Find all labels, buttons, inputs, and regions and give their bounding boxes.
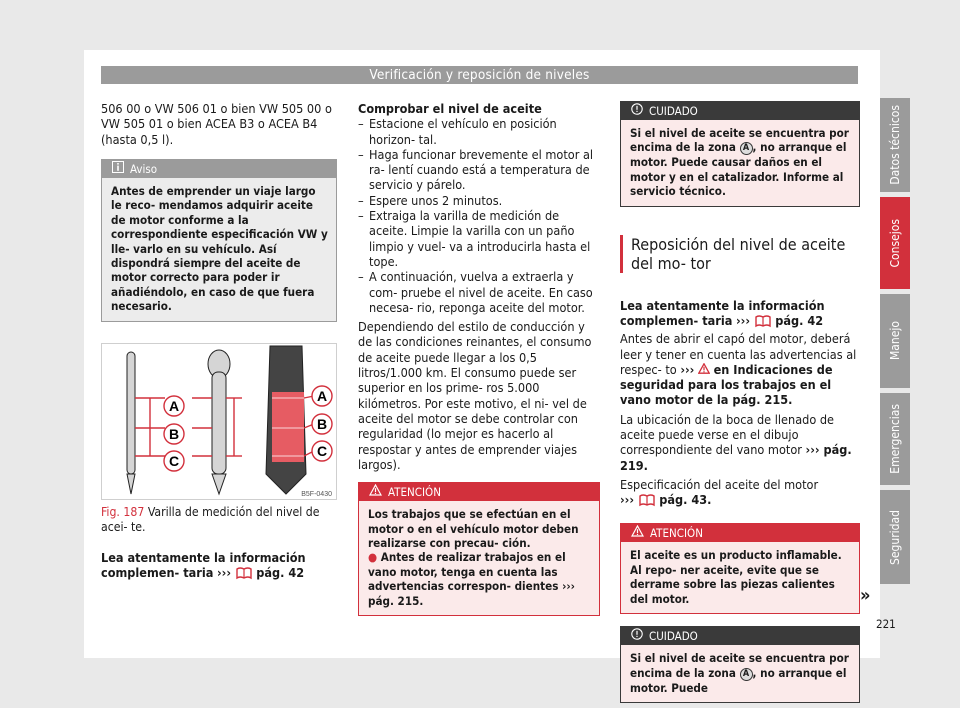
col2-paragraph: Dependiendo del estilo de conducción y de las condiciones reinantes, el consumo de aceite puede llegar a los 0,5 litros/1.000 km. El consumo puede ser superior en los prime- ros 5.000 kilómetros. Por este motivo, el ni- vel de aceite del motor se debe controlar con regularidad (lo mejor es hacerlo al respostar y antes de emprender viajes largos). [358,319,592,472]
step-item: – Estacione el vehículo en posición horizon- tal. [358,116,557,147]
caution-icon [631,627,643,645]
figure-label-left-a: A [168,398,180,414]
aviso-body: Antes de emprender un viaje largo le reco- mendamos adquirir aceite de motor conforme a la correspondiente especificación VW y lle- varlo en su vehículo. Así dispondrá siempre del aceite de motor correcto para poder ir añadiéndolo, en caso de que fuera necesario. [102,178,336,321]
cuidado-body: Si el nivel de aceite se encuentra por encima de la zona A , no arranque el motor. Puede causar daños en el motor y en el catalizador. Informe al servicio técnico. [621,120,859,206]
step-item: – Espere unos 2 minutos. [358,192,503,208]
info-icon [112,160,124,178]
step-item: – A continuación, vuelva a extraerla y com- pruebe el nivel de aceite. En caso necesa- rio, reponga aceite del motor. [358,269,593,315]
atencion-page-link[interactable]: ››› pág. 215. [368,579,575,608]
book-icon [235,566,253,583]
cuidado-title: CUIDADO [649,104,698,118]
step-item: – Extraiga la varilla de medición de aceite. Limpie la varilla con un paño limpio y vuel- va a introducirla hasta el tope. [358,208,591,269]
figure-label-left-c: C [168,453,180,469]
tab-seguridad[interactable]: Seguridad [880,490,910,584]
col2-heading: Comprobar el nivel de aceite [358,101,542,116]
cuidado-box-2 [620,626,860,703]
aviso-box [101,159,337,322]
aviso-title: Aviso [130,161,158,176]
col3-paragraph-3: Especificación del aceite del motor ››› pág. 43. [620,477,860,511]
lea-page-link[interactable]: pág. 42 [256,565,305,581]
cuidado-header [621,627,859,645]
atencion-title: ATENCIÓN [388,485,441,500]
lea-page-link[interactable]: pág. 42 [775,312,824,328]
page-header: Verificación y reposición de niveles [101,66,858,84]
warning-icon [698,362,710,377]
cuidado-title: CUIDADO [649,629,698,644]
figure-label-right-c: C [316,443,328,459]
safety-link[interactable]: en Indicaciones de seguridad para los trabajos en el vano motor de la pág. 215. [620,361,833,408]
col3-paragraph-2: La ubicación de la boca de llenado de aceite puede verse en el dibujo correspondiente del vano motor ››› pág. 219. [620,411,852,473]
atencion-box-col2 [358,482,600,616]
col3-paragraph-1: Antes de abrir el capó del motor, deberá leer y tener en cuenta las advertencias al respec- to ››› en Indicaciones de seguridad para los trabajos en el vano motor de la pág. 215. [620,331,857,408]
lea-ref-col3: Lea atentamente la información complemen- taria ››› pág. 42 [620,298,860,332]
step-item: – Haga funcionar brevemente el motor al ra- lentí cuando está a temperatura de servicio y párelo. [358,146,594,193]
tab-manejo[interactable]: Manejo [880,294,910,388]
atencion-header [621,524,859,542]
tab-datos-tecnicos[interactable]: Datos técnicos [880,98,910,192]
figure-caption-text: Varilla de medición del nivel de acei- te. [101,505,320,534]
figure-label-right-b: B [316,416,328,432]
cuidado-body: Si el nivel de aceite se encuentra por encima de la zona A , no arranque el motor. Puede [621,645,859,702]
marker-a: A [740,142,753,155]
lea-arrow: ››› [216,565,231,581]
aviso-header [102,160,336,178]
oil-spec-link[interactable]: pág. 43. [659,492,712,508]
cuidado-box-1 [620,101,860,207]
lea-text: Lea atentamente la información complemen- taria [101,550,306,581]
atencion-body: El aceite es un producto inflamable. Al repo- ner aceite, evite que se derrame sobre las piezas calientes del motor. [621,542,859,613]
figure-caption [101,505,337,535]
cuidado-header [621,102,859,120]
atencion-body: Los trabajos que se efectúan en el motor o en el vehículo motor deben realizarse con precau- ción. ● Antes de realizar trabajos en el vano motor, tenga en cuenta las advertencias correspon- dientes ››› pág. 215. [359,501,599,615]
warning-icon [369,483,382,501]
column-2 [358,101,600,616]
marker-a: A [740,668,753,681]
figure-code: B5F-0430 [301,491,332,498]
book-icon [754,314,772,331]
page-number: 221 [876,617,896,631]
figure-label-left-b: B [168,426,180,442]
atencion-title: ATENCIÓN [650,526,703,541]
atencion-header [359,483,599,501]
lea-ref-col1 [101,550,337,584]
warning-icon [631,524,644,542]
figure-number: Fig. 187 [101,505,145,519]
caution-icon [631,102,643,120]
column-3 [620,101,860,703]
section-title-reposicion: Reposición del nivel de aceite del mo- tor [620,235,860,273]
atencion-box-col3 [620,523,860,614]
engine-bay-link[interactable]: ››› pág. 219. [620,442,852,473]
intro-text: 506 00 o VW 506 01 o bien VW 505 00 o VW 505 01 o bien ACEA B3 o ACEA B4 (hasta 0,5 l). [101,101,332,147]
figure-label-right-a: A [316,388,328,404]
book-icon [638,493,656,510]
dipstick-illustration [102,344,336,499]
tab-emergencias[interactable]: Emergencias [880,393,910,485]
figure-dipstick [101,343,337,500]
continue-marker: » [860,585,871,606]
tab-consejos[interactable]: Consejos [880,197,910,289]
